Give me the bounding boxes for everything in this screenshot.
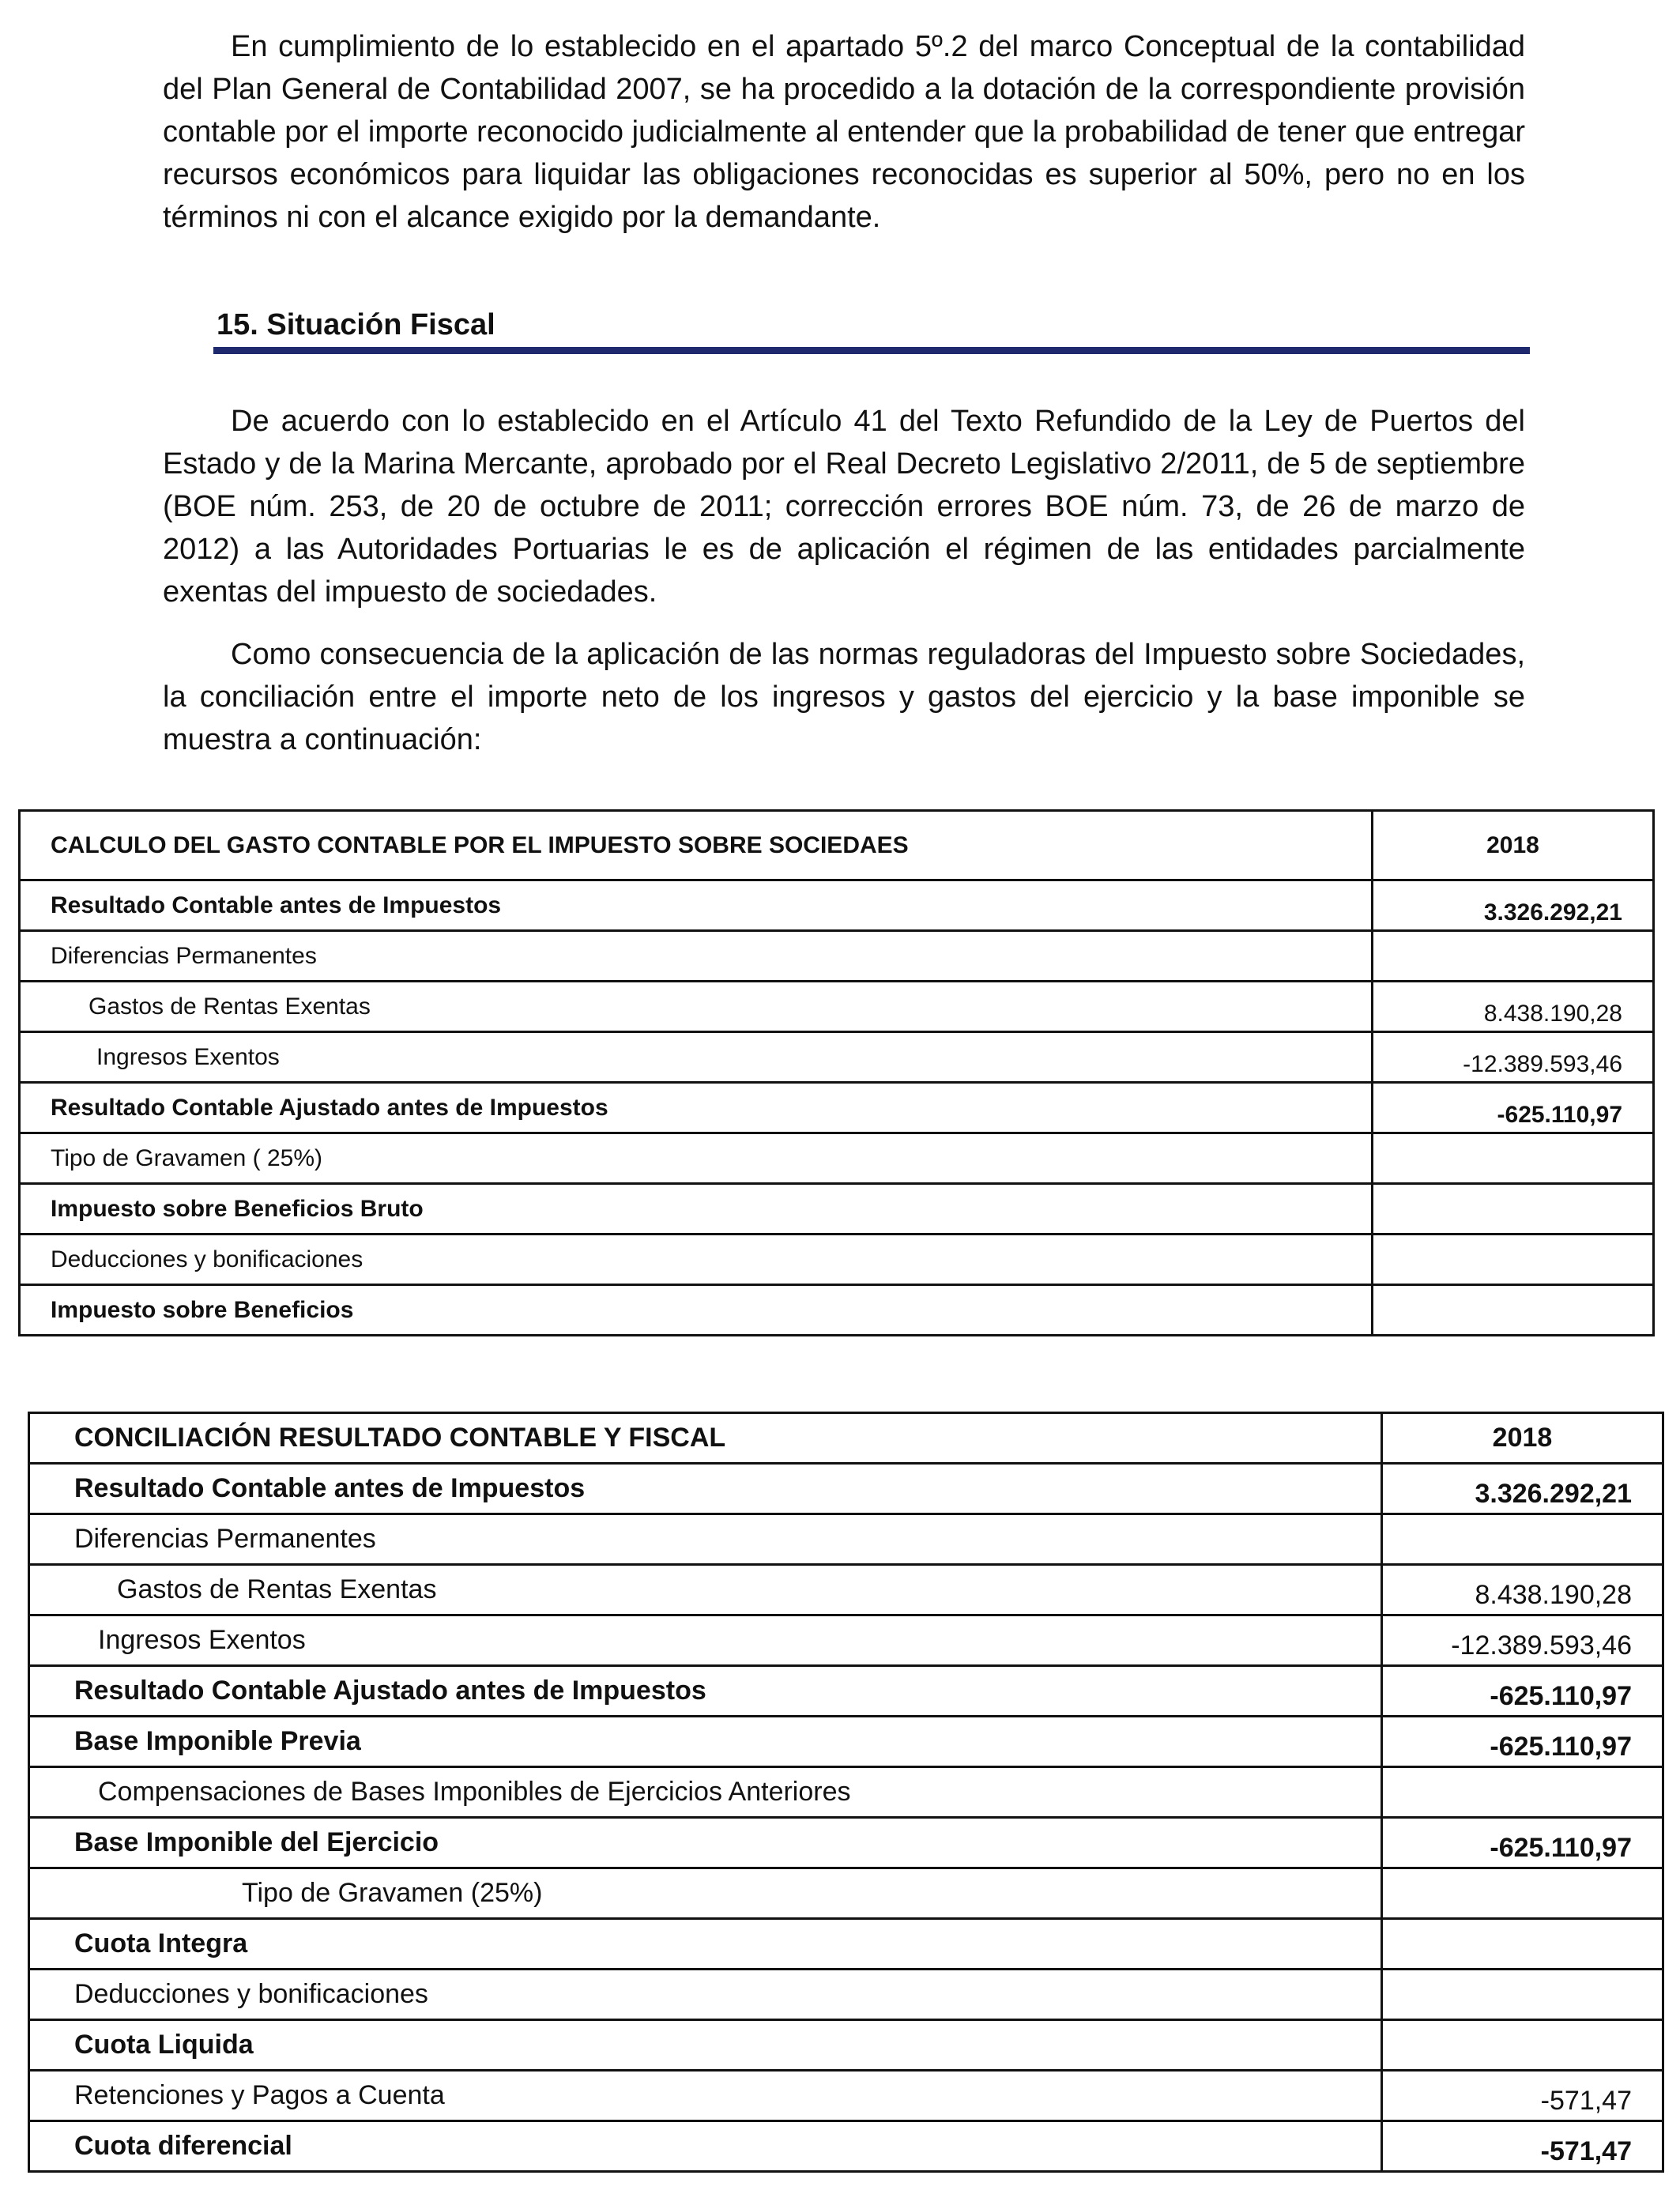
row-value: 3.326.292,21 bbox=[1382, 1464, 1663, 1514]
row-label: Ingresos Exentos bbox=[20, 1032, 1373, 1083]
row-label: Tipo de Gravamen (25%) bbox=[29, 1868, 1382, 1919]
row-label: Resultado Contable antes de Impuestos bbox=[20, 880, 1373, 931]
paragraph-conciliacion bbox=[163, 633, 1525, 761]
row-value: -12.389.593,46 bbox=[1382, 1615, 1663, 1666]
paragraph-text: En cumplimiento de lo establecido en el apartado 5º.2 del marco Conceptual de la contabilidad del Plan General de Contabilidad 2007, se ha procedido a la dotación de la correspondiente provisión contable por el importe reconocido judicialmente al entender que la probabilidad de tener que entregar recursos económicos para liquidar las obligaciones reconocidas es superior al 50%, pero no en los términos ni con el alcance exigido por la demandante. bbox=[163, 30, 1525, 234]
row-value bbox=[1373, 1184, 1654, 1235]
row-value bbox=[1373, 1285, 1654, 1336]
table-row bbox=[29, 2020, 1663, 2071]
table-header-row bbox=[29, 1413, 1663, 1464]
paragraph-provision bbox=[163, 25, 1525, 239]
table-gasto-contable bbox=[18, 809, 1655, 1336]
table-header-label: CONCILIACIÓN RESULTADO CONTABLE Y FISCAL bbox=[29, 1413, 1382, 1464]
row-value bbox=[1382, 1970, 1663, 2020]
row-label: Tipo de Gravamen ( 25%) bbox=[20, 1133, 1373, 1184]
row-value: -571,47 bbox=[1382, 2121, 1663, 2172]
table-row bbox=[20, 1133, 1654, 1184]
row-label: Cuota Integra bbox=[29, 1919, 1382, 1970]
table-row bbox=[20, 931, 1654, 982]
row-value bbox=[1382, 1767, 1663, 1818]
row-value bbox=[1382, 1868, 1663, 1919]
table-row bbox=[29, 1464, 1663, 1514]
row-label: Compensaciones de Bases Imponibles de Ejercicios Anteriores bbox=[29, 1767, 1382, 1818]
table-row bbox=[29, 1615, 1663, 1666]
row-value: -571,47 bbox=[1382, 2071, 1663, 2121]
table-header-year: 2018 bbox=[1373, 811, 1654, 880]
row-value: 8.438.190,28 bbox=[1373, 982, 1654, 1032]
table-row bbox=[29, 1919, 1663, 1970]
table-row bbox=[29, 1565, 1663, 1615]
table-header-label: CALCULO DEL GASTO CONTABLE POR EL IMPUESTO SOBRE SOCIEDAES bbox=[20, 811, 1373, 880]
row-value bbox=[1373, 1235, 1654, 1285]
row-value: 3.326.292,21 bbox=[1373, 880, 1654, 931]
table-row bbox=[20, 1285, 1654, 1336]
table-row bbox=[29, 1767, 1663, 1818]
row-label: Gastos de Rentas Exentas bbox=[20, 982, 1373, 1032]
row-value bbox=[1373, 1133, 1654, 1184]
row-label: Impuesto sobre Beneficios Bruto bbox=[20, 1184, 1373, 1235]
row-label: Cuota Liquida bbox=[29, 2020, 1382, 2071]
table-row bbox=[29, 1818, 1663, 1868]
table-header-year: 2018 bbox=[1382, 1413, 1663, 1464]
paragraph-text: Como consecuencia de la aplicación de las normas reguladoras del Impuesto sobre Sociedades, la conciliación entre el importe neto de los ingresos y gastos del ejercicio y la base imponible se muestra a continuación: bbox=[163, 638, 1525, 756]
row-value: -625.110,97 bbox=[1382, 1666, 1663, 1717]
row-label: Impuesto sobre Beneficios bbox=[20, 1285, 1373, 1336]
row-value bbox=[1382, 1514, 1663, 1565]
row-label: Resultado Contable Ajustado antes de Impuestos bbox=[29, 1666, 1382, 1717]
row-label: Deducciones y bonificaciones bbox=[29, 1970, 1382, 2020]
table-row bbox=[20, 1032, 1654, 1083]
table-row bbox=[29, 2121, 1663, 2172]
table-row bbox=[20, 1235, 1654, 1285]
row-label: Diferencias Permanentes bbox=[20, 931, 1373, 982]
row-value: -625.110,97 bbox=[1382, 1818, 1663, 1868]
table-header-row bbox=[20, 811, 1654, 880]
row-value: -12.389.593,46 bbox=[1373, 1032, 1654, 1083]
table-row bbox=[29, 2071, 1663, 2121]
row-label: Base Imponible del Ejercicio bbox=[29, 1818, 1382, 1868]
row-label: Diferencias Permanentes bbox=[29, 1514, 1382, 1565]
row-label: Resultado Contable antes de Impuestos bbox=[29, 1464, 1382, 1514]
row-label: Ingresos Exentos bbox=[29, 1615, 1382, 1666]
table-row bbox=[20, 1184, 1654, 1235]
row-label: Deducciones y bonificaciones bbox=[20, 1235, 1373, 1285]
table-row bbox=[29, 1666, 1663, 1717]
section-heading: 15. Situación Fiscal bbox=[217, 308, 495, 341]
table-row bbox=[20, 880, 1654, 931]
row-value: -625.110,97 bbox=[1382, 1717, 1663, 1767]
table-row bbox=[29, 1717, 1663, 1767]
section-rule bbox=[213, 347, 1530, 354]
row-value bbox=[1382, 1919, 1663, 1970]
row-value bbox=[1373, 931, 1654, 982]
paragraph-regimen bbox=[163, 400, 1525, 613]
table-conciliacion bbox=[28, 1412, 1664, 2173]
table-row bbox=[29, 1970, 1663, 2020]
row-label: Resultado Contable Ajustado antes de Impuestos bbox=[20, 1083, 1373, 1133]
table-row bbox=[20, 1083, 1654, 1133]
table-row bbox=[29, 1868, 1663, 1919]
paragraph-text: De acuerdo con lo establecido en el Artículo 41 del Texto Refundido de la Ley de Puertos del Estado y de la Marina Mercante, aprobado por el Real Decreto Legislativo 2/2011, de 5 de septiembre (BOE núm. 253, de 20 de octubre de 2011; corrección errores BOE núm. 73, de 26 de marzo de 2012) a las Autoridades Portuarias le es de aplicación el régimen de las entidades parcialmente exentas del impuesto de sociedades. bbox=[163, 405, 1525, 609]
row-value bbox=[1382, 2020, 1663, 2071]
table-row bbox=[29, 1514, 1663, 1565]
table-row bbox=[20, 982, 1654, 1032]
row-label: Base Imponible Previa bbox=[29, 1717, 1382, 1767]
row-label: Retenciones y Pagos a Cuenta bbox=[29, 2071, 1382, 2121]
row-value: -625.110,97 bbox=[1373, 1083, 1654, 1133]
row-label: Gastos de Rentas Exentas bbox=[29, 1565, 1382, 1615]
row-label: Cuota diferencial bbox=[29, 2121, 1382, 2172]
row-value: 8.438.190,28 bbox=[1382, 1565, 1663, 1615]
